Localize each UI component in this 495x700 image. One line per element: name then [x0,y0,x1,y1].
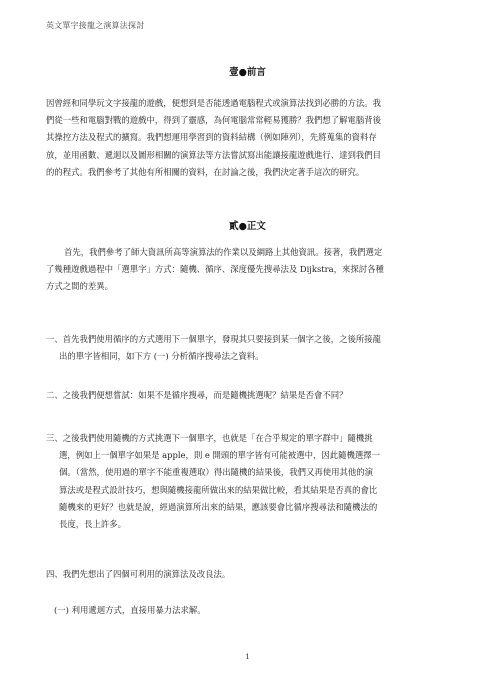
list-item-3 [46,430,456,533]
list-item-2 [46,387,456,404]
list-item-line: 一、首先我們使用循序的方式選用下一個單字，發現其只要接到某一個字之後，之後所接龍 [46,334,381,344]
list-item-line: 個。（當然，使用過的單字不能重複選取）得出隨機的結果後，我們又再使用其他的演 [59,467,374,478]
list-item-line: 三、之後我們使用隨機的方式挑選下一個單字，也就是「在合乎規定的單字群中」隨機挑 [46,433,373,443]
list-item-line: 長度，長上許多。 [59,519,126,530]
preface-paragraph [46,95,451,181]
list-item-4 [46,566,456,583]
paragraph-line: 了幾種遊戲過程中「選單字」方式：隨機、循序、深度優先搜尋法及 Dijkstra，來探討各種 [46,264,384,275]
paragraph-line: 方式之間的差異。 [46,281,113,292]
list-item-line: 四、我們先想出了四個可利用的演算法及改良法。 [46,569,231,579]
section-heading-main-text: 貳●正文 [229,221,266,232]
list-item-line: 算法或是程式設計技巧，想與隨機接龍所做出來的結果做比較，看其結果是否真的會比 [59,484,378,495]
list-item-line: 選，例如上一個單字如果是 apple，則 e 開頭的單字皆有可能被選中，因此隨機選擇一 [59,450,381,461]
running-header: 英文單字接龍之演算法探討 [46,21,145,30]
paragraph-line: 因曾經和同學玩文字接龍的遊戲，便想到是否能透過電腦程式或演算法找到必勝的方法。我 [46,98,381,108]
list-item-1 [46,331,456,365]
paragraph-line: 的的程式。我們參考了其他有所相關的資料，在討論之後，我們決定著手這次的研究。 [46,166,365,177]
paragraph-line: 其操控方法及程式的擴寫。我們想運用學習到的資料結構（例如陣列），先將蒐集的資料存 [46,132,377,143]
list-item-line: (一) 利用遞迴方式，直接用暴力法求解。 [54,605,206,615]
sub-list-item-1 [54,602,454,619]
page-number: 1 [245,652,250,661]
list-item-line: 出的單字皆相同，如下方 (一) 分析循序搜尋法之資料。 [59,351,264,362]
main-text-paragraph [46,244,451,296]
paragraph-line: 首先，我們參考了師大資訊所高等演算法的作業以及網路上其他資訊。接著，我們選定 [64,247,383,257]
paragraph-line: 放，並用函數、遞迴以及圖形相關的演算法等方法嘗試寫出能讓接龍遊戲進行、達到我們目 [46,149,381,160]
list-item-line: 隨機來的更好？也就是說，經過演算所出來的結果，應該要會比循序搜尋法和隨機法的 [59,501,378,512]
list-item-line: 二、之後我們便想嘗試：如果不是循序搜尋，而是隨機挑選呢？結果是否會不同？ [46,390,348,400]
section-heading-preface: 壹●前言 [229,67,266,78]
paragraph-line: 們從一些和電腦對戰的遊戲中，得到了靈感，為何電腦常常輕易獲勝？我們想了解電腦背後 [46,115,381,126]
